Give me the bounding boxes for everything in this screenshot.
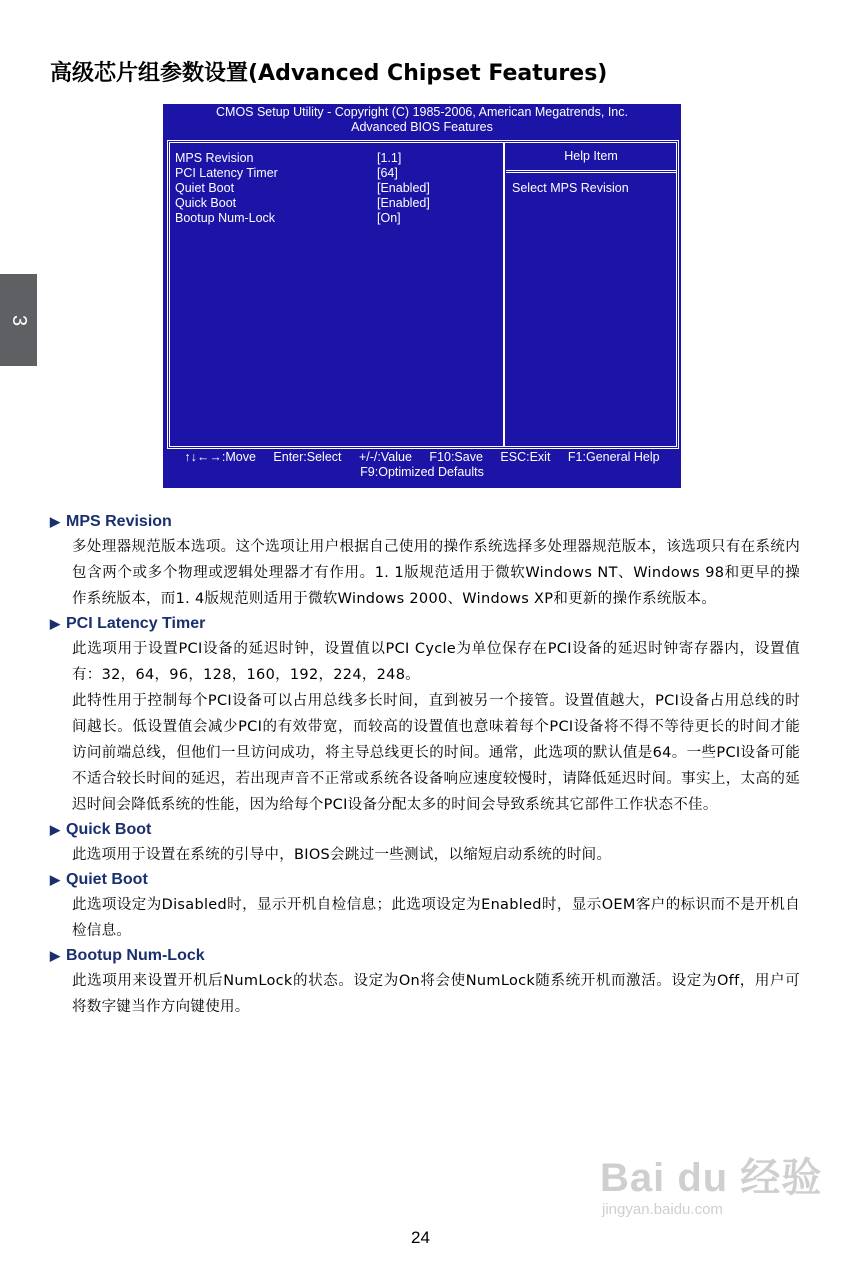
help-item-title: Help Item (506, 143, 676, 173)
section-paragraph: 此特性用于控制每个PCI设备可以占用总线多长时间，直到被另一个接管。设置值越大，PCI设备占用总线的时间越长。低设置值会减少PCI的有效带宽，而较高的设置值也意味着每个PCI设备将不得不等待更长的时间才能访问前端总线，但他们一旦访问成功，将主导总线更长的时间。通常，此选项的默认值是64。一些PCI设备可能不适合较长时间的延迟，若出现声音不正常或系统各设备响应速度较慢时，请降低延迟时间。事实上，太高的延迟时间会降低系统的性能，因为给每个PCI设备分配太多的时间会导致系统其它部件工作状态不佳。 (72, 693, 800, 813)
section-title-quiet-boot: ▶ Quiet Boot (50, 871, 148, 888)
chapter-tab (0, 274, 37, 366)
section-title-quick-boot: ▶ Quick Boot (50, 821, 152, 838)
triangle-bullet-icon: ▶ (50, 616, 60, 631)
bios-option-value[interactable]: [On] (377, 211, 401, 225)
bios-option-row[interactable] (175, 151, 495, 166)
bios-frame (167, 140, 679, 449)
section-paragraph: 此选项用来设置开机后NumLock的状态。设定为On将会使NumLock随系统开机而激活。设定为Off，用户可将数字键当作方向键使用。 (72, 973, 800, 1015)
bios-header-copyright: CMOS Setup Utility - Copyright (C) 1985-2006, American Megatrends, Inc. (216, 105, 628, 119)
bios-option-name: Bootup Num-Lock (175, 211, 276, 225)
bios-help-panel (506, 143, 676, 446)
section-title-bootup-num-lock: ▶ Bootup Num-Lock (50, 947, 205, 964)
help-item-text: Select MPS Revision (512, 181, 629, 195)
page-title: 高级芯片组参数设置(Advanced Chipset Features) (50, 61, 608, 86)
baidu-watermark (600, 1155, 822, 1219)
section-title-pci-latency-timer: ▶ PCI Latency Timer (50, 615, 206, 632)
bios-option-name: Quiet Boot (175, 181, 235, 195)
triangle-bullet-icon: ▶ (50, 514, 60, 529)
chapter-number: 3 (8, 314, 30, 326)
bios-header-menu: Advanced BIOS Features (351, 120, 493, 134)
triangle-bullet-icon: ▶ (50, 948, 60, 963)
description-content (50, 510, 800, 1020)
section-paragraph: 多处理器规范版本选项。这个选项让用户根据自己使用的操作系统选择多处理器规范版本，该选项只有在系统内包含两个或多个物理或逻辑处理器才有作用。1. 1版规范适用于微软Windows NT、Windows 98和更早的操作系统版本，而1. 4版规范则适用于微软Windows 2000、Windows XP和更新的操作系统版本。 (72, 539, 800, 607)
section-paragraph: 此选项用于设置在系统的引导中，BIOS会跳过一些测试，以缩短启动系统的时间。 (72, 847, 612, 863)
footer-select-hint: Enter:Select (273, 450, 342, 464)
section-paragraph: 此选项设定为Disabled时，显示开机自检信息；此选项设定为Enabled时，显示OEM客户的标识而不是开机自检信息。 (72, 897, 800, 939)
bios-option-row[interactable] (175, 211, 495, 226)
triangle-bullet-icon: ▶ (50, 872, 60, 887)
bios-option-value[interactable]: [1.1] (377, 151, 402, 165)
page-number: 24 (411, 1228, 430, 1247)
bios-option-name: Quick Boot (175, 196, 237, 210)
bios-footer (163, 450, 681, 480)
footer-help-hint: F1:General Help (567, 450, 660, 464)
triangle-bullet-icon: ▶ (50, 822, 60, 837)
bios-options-panel (170, 143, 505, 446)
section-paragraph: 此选项用于设置PCI设备的延迟时钟，设置值以PCI Cycle为单位保存在PCI设备的延迟时钟寄存器内，设置值有：32，64，96，128，160，192，224，248。 (72, 641, 800, 683)
bios-option-row[interactable] (175, 166, 495, 181)
bios-screenshot (163, 104, 681, 488)
footer-save-hint: F10:Save (429, 450, 483, 464)
footer-defaults-hint: F9:Optimized Defaults (360, 465, 484, 479)
bios-option-value[interactable]: [64] (377, 166, 398, 180)
bios-option-value[interactable]: [Enabled] (377, 196, 430, 210)
bios-option-name: MPS Revision (175, 151, 254, 165)
bios-option-name: PCI Latency Timer (175, 166, 278, 180)
footer-value-hint: +/-/:Value (358, 450, 412, 464)
bios-option-row[interactable] (175, 196, 495, 211)
bios-option-row[interactable] (175, 181, 495, 196)
footer-exit-hint: ESC:Exit (500, 450, 551, 464)
baidu-jingyan-logo: Bai du 经验 (600, 1156, 823, 1200)
watermark-url: jingyan.baidu.com (602, 1201, 723, 1218)
bios-option-value[interactable]: [Enabled] (377, 181, 430, 195)
footer-move-hint: ↑↓←→:Move (184, 450, 256, 464)
bios-header (163, 105, 681, 135)
section-title-mps-revision: ▶ MPS Revision (50, 513, 172, 530)
